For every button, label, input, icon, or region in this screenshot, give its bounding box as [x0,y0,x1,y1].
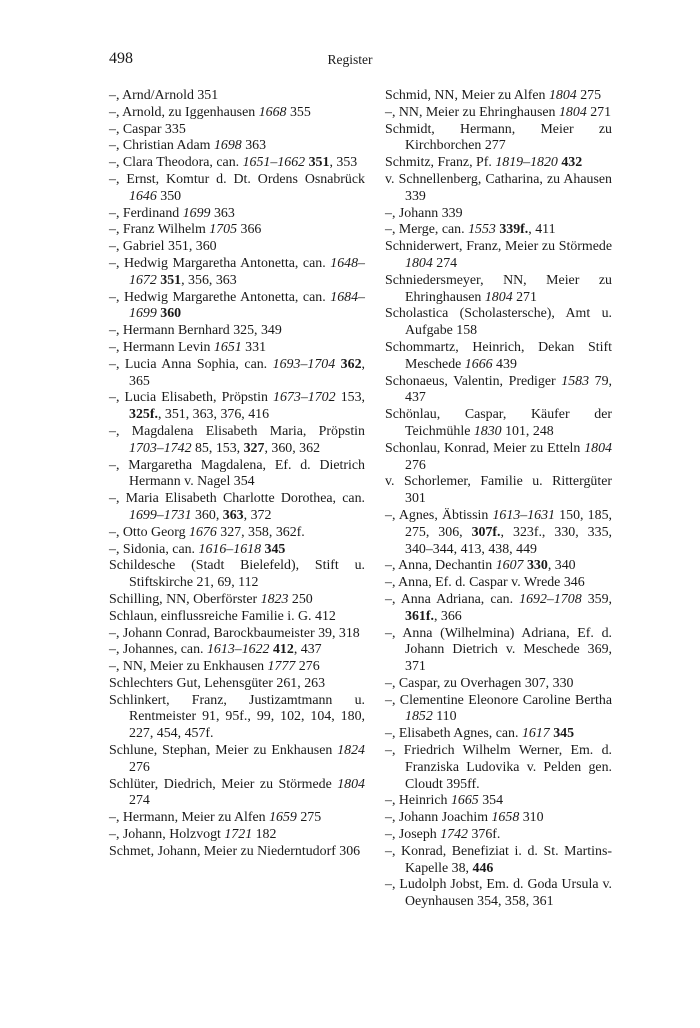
index-entry: Schmidt, Hermann, Meier zu Kirchborchen 277 [385,121,612,154]
entry-date: 1658 [491,810,520,826]
index-entry: –, Arnold, zu Iggenhausen 1668 355 [109,104,311,120]
entry-main-page: 360 [160,306,182,322]
index-entry: –, Johannes, can. 1613–1622 412, 437 [109,642,322,658]
index-entry: –, Hermann Levin 1651 331 [109,339,267,355]
entry-date: 1823 [260,591,289,607]
index-entry: –, Merge, can. 1553 339f., 411 [385,222,556,238]
index-entry: v. Schorlemer, Familie u. Rittergüter 301 [385,474,612,507]
index-entry: Schonaeus, Valentin, Prediger 1583 79, 437 [385,373,612,406]
index-entry: –, Joseph 1742 376f. [385,827,501,843]
entry-date: 1721 [224,827,253,843]
entry-date: 1804 [548,88,577,103]
index-entry: Schlaun, einflussreiche Familie i. G. 412 [109,608,336,624]
entry-date: 1742 [440,827,468,843]
entry-date: 1613–1631 [492,507,555,523]
index-entry: Schilling, NN, Oberförster 1823 250 [109,591,313,607]
running-head: Register [327,52,373,67]
entry-date: 1693–1704 [272,356,336,372]
entry-main-page: 330 [526,558,548,574]
index-entry: –, Johann 339 [385,205,463,221]
index-entry: –, Konrad, Benefiziat i. d. St. Martins-Kapelle 38, 446 [385,843,612,876]
index-entry: –, Anna Adriana, can. 1692–1708 359, 361f., 366 [385,591,612,624]
entry-date: 1830 [473,423,502,439]
index-entry: –, Johann, Holzvogt 1721 182 [109,827,277,843]
index-entry: –, Ernst, Komtur d. Dt. Ordens Osnabrück 1646 350 [109,171,365,204]
entry-main-page: 432 [561,155,583,171]
index-entry: Schniedersmeyer, NN, Meier zu Ehringhausen 1804 271 [385,272,612,305]
entry-date: 1665 [450,793,479,809]
index-entry: –, Gabriel 351, 360 [109,239,217,255]
index-entry: Schildesche (Stadt Bielefeld), Stift u. Stiftskirche 21, 69, 112 [109,558,365,591]
index-entry: Schönlau, Caspar, Käufer der Teichmühle 1830 101, 248 [385,407,612,439]
entry-date: 1698 [213,138,242,154]
entry-date: 1684–1699 [129,289,365,322]
entry-date: 1607 [495,558,524,574]
entry-main-page: 345 [553,726,575,742]
entry-date: 1676 [189,524,217,540]
entry-date: 1852 [405,709,433,725]
index-entry: –, Clementine Eleonore Caroline Bertha 1852 110 [385,692,612,725]
index-entry: –, Ludolph Jobst, Em. d. Goda Ursula v. Oeynhausen 354, 358, 361 [385,877,612,910]
entry-date: 1804 [337,776,365,792]
index-column-left [109,88,365,861]
index-entry: –, Magdalena Elisabeth Maria, Pröpstin 1703–1742 85, 153, 327, 360, 362 [109,423,365,456]
entry-date: 1703–1742 [129,440,192,456]
entry-date: 1648–1672 [129,255,365,288]
entry-date: 1777 [267,659,296,675]
index-entry: Scholastica (Scholastersche), Amt u. Aufgabe 158 [385,306,612,339]
index-entry: –, Hermann Bernhard 325, 349 [109,323,282,339]
index-entry: –, Elisabeth Agnes, can. 1617 345 [385,726,575,742]
entry-main-page: 339f. [499,222,529,238]
entry-date: 1668 [258,104,287,120]
index-entry: –, Friedrich Wilhelm Werner, Em. d. Franziska Ludovika v. Pelden gen. Cloudt 395ff. [385,743,612,792]
index-entry: –, Arnd/Arnold 351 [109,88,219,103]
entry-main-page: 446 [472,860,494,876]
entry-date: 1804 [484,289,513,305]
index-entry: Schmid, NN, Meier zu Alfen 1804 275 [385,88,602,103]
entry-date: 1673–1702 [273,390,336,406]
entry-date: 1553 [468,222,496,238]
entry-date: 1659 [269,810,297,826]
index-entry: –, Anna, Ef. d. Caspar v. Wrede 346 [385,575,585,591]
entry-main-page: 363 [222,507,244,523]
index-entry: –, Christian Adam 1698 363 [109,138,267,154]
index-entry: Schlechters Gut, Lehensgüter 261, 263 [109,675,326,691]
index-entry: Schmitz, Franz, Pf. 1819–1820 432 [385,155,583,171]
entry-date: 1617 [521,726,550,742]
index-entry: –, Otto Georg 1676 327, 358, 362f. [109,524,305,540]
index-entry: –, Hedwig Margaretha Antonetta, can. 1648–1672 351, 356, 363 [109,255,365,288]
index-entry: Schmet, Johann, Meier zu Niederntudorf 306 [109,843,361,859]
index-entry: –, Ferdinand 1699 363 [109,205,235,221]
index-column-right [385,88,612,911]
index-entry: –, Lucia Anna Sophia, can. 1693–1704 362, 365 [109,356,365,389]
index-entry: –, NN, Meier zu Enkhausen 1777 276 [109,659,320,675]
index-entry: –, Clara Theodora, can. 1651–1662 351, 353 [109,155,358,171]
entry-date: 1705 [209,222,238,238]
index-entry: –, Agnes, Äbtissin 1613–1631 150, 185, 275, 306, 307f., 323f., 330, 335, 340–344, 413, 438, 449 [385,507,612,557]
entry-date: 1699–1731 [129,507,192,523]
entry-date: 1804 [558,104,587,120]
entry-main-page: 325f. [129,407,158,423]
entry-main-page: 412 [272,642,294,658]
index-entry: Schniderwert, Franz, Meier zu Störmede 1804 274 [385,239,612,271]
entry-main-page: 351 [160,272,182,288]
entry-date: 1692–1708 [519,591,582,607]
entry-date: 1804 [405,255,433,271]
index-entry: –, Johann Joachim 1658 310 [385,810,544,826]
index-entry: –, Maria Elisabeth Charlotte Dorothea, can. 1699–1731 360, 363, 372 [109,491,365,523]
entry-main-page: 345 [264,541,286,557]
index-entry: Schonlau, Konrad, Meier zu Etteln 1804 276 [385,440,612,473]
index-entry: –, Caspar 335 [109,121,186,137]
index-entry: –, Caspar, zu Overhagen 307, 330 [385,675,574,691]
entry-main-page: 361f. [405,608,434,624]
index-entry: –, Hermann, Meier zu Alfen 1659 275 [109,810,322,826]
index-entry: –, Franz Wilhelm 1705 366 [109,222,262,238]
entry-date: 1819–1820 [495,155,558,171]
entry-date: 1666 [464,356,493,372]
index-entry: –, Anna, Dechantin 1607 330, 340 [385,558,576,574]
index-entry: –, Johann Conrad, Barockbaumeister 39, 318 [109,625,360,641]
entry-date: 1613–1622 [206,642,270,658]
index-entry: Schlune, Stephan, Meier zu Enkhausen 1824 276 [109,743,365,775]
entry-main-page: 327 [243,440,265,456]
index-entry: –, Hedwig Margarethe Antonetta, can. 1684–1699 360 [109,289,365,322]
index-entry: Schommartz, Heinrich, Dekan Stift Meschede 1666 439 [385,339,612,372]
index-entry: –, Lucia Elisabeth, Pröpstin 1673–1702 153, 325f., 351, 363, 376, 416 [109,390,366,423]
entry-date: 1616–1618 [198,541,262,557]
entry-main-page: 362 [340,356,362,372]
entry-main-page: 307f. [471,524,501,540]
entry-date: 1583 [561,373,590,389]
entry-date: 1646 [129,188,157,204]
entry-main-page: 351 [308,155,330,171]
entry-date: 1651–1662 [242,155,306,171]
index-entry: –, Margaretha Magdalena, Ef. d. Dietrich Hermann v. Nagel 354 [109,457,365,490]
entry-date: 1699 [182,205,211,221]
entry-date: 1651 [213,339,242,355]
index-entry: –, NN, Meier zu Ehringhausen 1804 271 [385,104,612,120]
index-entry: –, Anna (Wilhelmina) Adriana, Ef. d. Johann Dietrich v. Meschede 369, 371 [385,625,612,675]
index-entry: v. Schnellenberg, Catharina, zu Ahausen 339 [385,171,612,204]
index-entry: Schlüter, Diedrich, Meier zu Störmede 1804 274 [109,776,365,809]
index-entry: –, Heinrich 1665 354 [385,793,504,809]
page-number: 498 [109,50,133,67]
index-entry: Schlinkert, Franz, Justizamtmann u. Rentmeister 91, 95f., 99, 102, 104, 180, 227, 454, 457f. [109,692,365,742]
entry-date: 1824 [337,743,365,759]
index-entry: –, Sidonia, can. 1616–1618 345 [109,541,286,557]
entry-date: 1804 [584,440,612,456]
